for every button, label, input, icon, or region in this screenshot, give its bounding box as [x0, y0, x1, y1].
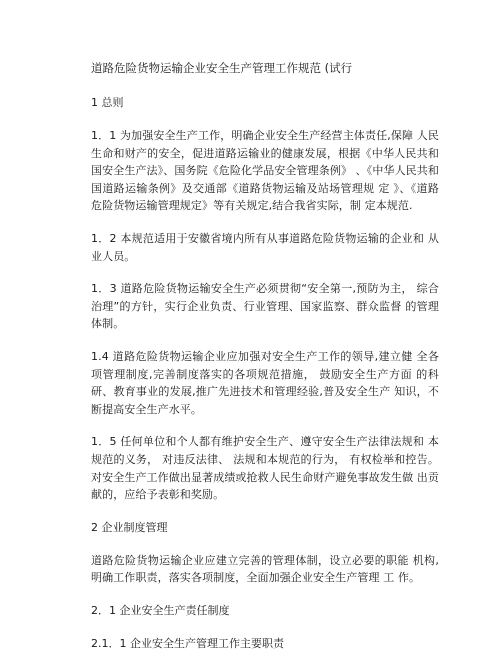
section-heading-general: 1 总则 — [91, 96, 124, 109]
paragraph-1-3: 1．3 道路危险货物运输安全生产必须贯彻“安全第一,预防为主， 综合治理”的方针，实行企业负责、行业管理、国家监察、群众监督 的管理体制。 — [91, 282, 439, 331]
subsection-heading-2-1-1: 2.1．1 企业安全生产管理工作主要职责 — [91, 636, 284, 650]
paragraph-1-2: 1．2 本规范适用于安徽省境内所有从事道路危险货物运输的企业和 从业人员。 — [91, 231, 439, 263]
paragraph-1-5: 1．5 任何单位和个人都有维护安全生产、遵守安全生产法律法规和 本规范的义务， 对违反法律、 法规和本规范的行为， 有权检举和控告。 对安全生产工作做出显著成绩或抢救人民生命财产避免事故发生做 出贡献的，应给予表彰和奖励。 — [91, 435, 439, 502]
section-heading-enterprise-system: 2 企业制度管理 — [91, 520, 168, 534]
paragraph-1-4: 1.4 道路危险货物运输企业应加强对安全生产工作的领导,建立健 全各项管理制度,完善制度落实的各项规范措施， 鼓励安全生产方面 的科研、教育事业的发展,推广先进技术和管理经验,普及安全生产 知识，不断提高安全生产水平。 — [91, 349, 439, 416]
document-title: 道路危险货物运输企业安全生产管理工作规范 (试行 — [91, 61, 353, 75]
document-body — [91, 60, 439, 668]
paragraph-1-1: 1．1 为加强安全生产工作，明确企业安全生产经营主体责任,保障 人民生命和财产的安全，促进道路运输业的健康发展，根据《中华人民共和国安全生产法》、国务院《危险化学品安全管理条例》 、《中华人民共和国道路运输条例》及交通部《道路货物运输及站场管理规 定 》、《道路危险货物运输管理规定》等有关规定,结合我省实际，制 定本规范. — [91, 129, 439, 213]
subsection-heading-2-1: 2．1 企业安全生产责任制度 — [91, 603, 230, 617]
paragraph-2-intro: 道路危险货物运输企业应建立完善的管理体制，设立必要的职能 机构,明确工作职责，落实各项制度，全面加强企业安全生产管理 工 作。 — [91, 553, 439, 585]
